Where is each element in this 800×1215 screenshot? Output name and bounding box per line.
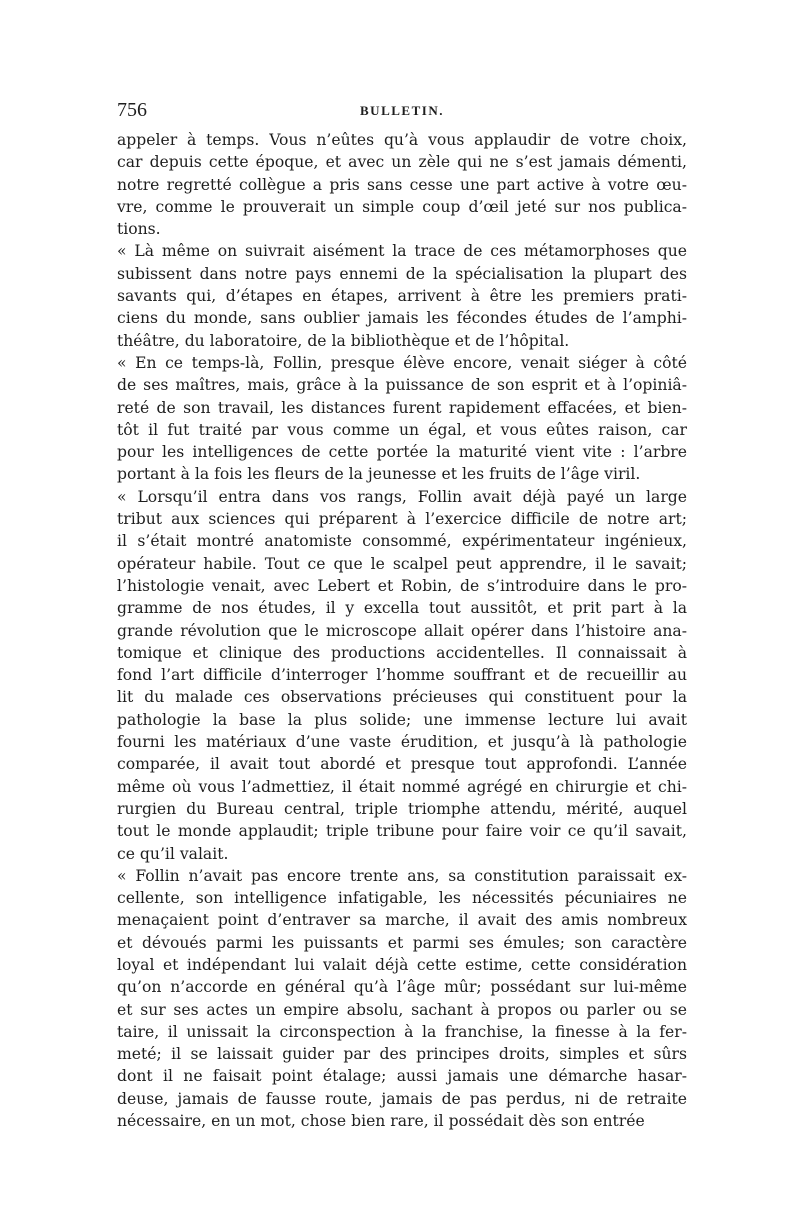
running-title: BULLETIN. xyxy=(360,103,444,118)
text-line: tomique et clinique des productions accidentelles. Il connaissait à xyxy=(117,643,687,662)
text-line: taire, il unissait la circonspection à la franchise, la finesse à la fer- xyxy=(117,1022,687,1041)
text-line: même où vous l’admettiez, il était nommé agrégé en chirurgie et chi- xyxy=(117,777,687,796)
text-line: ce qu’il valait. xyxy=(117,844,229,863)
text-line: comparée, il avait tout abordé et presque tout approfondi. L’année xyxy=(117,755,687,774)
text-line: l’histologie venait, avec Lebert et Robin, de s’introduire dans le pro- xyxy=(117,576,687,595)
text-line: fourni les matériaux d’une vaste érudition, et jusqu’à là pathologie xyxy=(117,733,687,752)
text-line: « En ce temps-là, Follin, presque élève encore, venait siéger à côté xyxy=(117,353,687,372)
text-line: nécessaire, en un mot, chose bien rare, il possédait dès son entrée xyxy=(117,1112,645,1131)
text-line: grande révolution que le microscope allait opérer dans l’histoire ana- xyxy=(117,621,687,640)
text-line: menaçaient point d’entraver sa marche, il avait des amis nombreux xyxy=(117,911,687,930)
text-line: reté de son travail, les distances furent rapidement effacées, et bien- xyxy=(117,398,687,417)
text-line: fond l’art difficile d’interroger l’homme souffrant et de recueillir au xyxy=(117,666,687,685)
page-number: 756 xyxy=(117,99,147,121)
text-line: loyal et indépendant lui valait déjà cette estime, cette considération xyxy=(117,955,687,974)
text-line: lit du malade ces observations précieuses qui constituent pour la xyxy=(117,688,687,707)
text-line: « Lorsqu’il entra dans vos rangs, Follin avait déjà payé un large xyxy=(117,487,687,506)
text-line: pour les intelligences de cette portée la maturité vient vite : l’arbre xyxy=(117,443,687,462)
text-line: pathologie la base la plus solide; une immense lecture lui avait xyxy=(117,710,687,729)
text-line: « Follin n’avait pas encore trente ans, sa constitution paraissait ex- xyxy=(117,866,687,885)
text-line: rurgien du Bureau central, triple triomphe attendu, mérité, auquel xyxy=(117,799,687,818)
text-line: tôt il fut traité par vous comme un égal, et vous eûtes raison, car xyxy=(117,420,687,439)
text-line: vre, comme le prouverait un simple coup d’œil jeté sur nos publica- xyxy=(117,197,687,216)
text-line: « Là même on suivrait aisément la trace de ces métamorphoses que xyxy=(117,242,687,261)
text-line: de ses maîtres, mais, grâce à la puissance de son esprit et à l’opiniâ- xyxy=(117,376,687,395)
text-line: subissent dans notre pays ennemi de la spécialisation la plupart des xyxy=(117,264,687,283)
text-line: meté; il se laissait guider par des principes droits, simples et sûrs xyxy=(117,1045,687,1064)
text-line: appeler à temps. Vous n’eûtes qu’à vous applaudir de votre choix, xyxy=(117,131,687,149)
text-line: savants qui, d’étapes en étapes, arrivent à être les premiers prati- xyxy=(117,287,687,306)
text-line: cellente, son intelligence infatigable, les nécessités pécuniaires ne xyxy=(117,889,687,908)
text-line: tout le monde applaudit; triple tribune pour faire voir ce qu’il savait, xyxy=(117,822,687,841)
text-line: théâtre, du laboratoire, de la bibliothèque et de l’hôpital. xyxy=(117,331,570,350)
text-line: tribut aux sciences qui préparent à l’exercice difficile de notre art; xyxy=(117,510,687,529)
text-line: ciens du monde, sans oublier jamais les fécondes études de l’amphi- xyxy=(117,309,687,328)
text-line: et dévoués parmi les puissants et parmi ses émules; son caractère xyxy=(117,933,687,952)
text-line: qu’on n’accorde en général qu’à l’âge mûr; possédant sur lui-même xyxy=(117,978,687,997)
page-header xyxy=(117,99,687,123)
text-line: car depuis cette époque, et avec un zèle qui ne s’est jamais démenti, xyxy=(117,153,687,172)
text-line: et sur ses actes un empire absolu, sachant à propos ou parler ou se xyxy=(117,1000,687,1019)
text-line: tions. xyxy=(117,220,161,239)
text-line: gramme de nos études, il y excella tout aussitôt, et prit part à la xyxy=(117,599,687,618)
text-line: deuse, jamais de fausse route, jamais de pas perdus, ni de retraite xyxy=(117,1089,687,1108)
text-line: notre regretté collègue a pris sans cesse une part active à votre œu- xyxy=(117,175,687,194)
body-text xyxy=(117,129,687,1132)
text-line: opérateur habile. Tout ce que le scalpel peut apprendre, il le savait; xyxy=(117,554,687,573)
text-line: portant à la fois les fleurs de la jeunesse et les fruits de l’âge viril. xyxy=(117,465,641,484)
text-line: il s’était montré anatomiste consommé, expérimentateur ingénieux, xyxy=(117,532,687,551)
text-line: dont il ne faisait point étalage; aussi jamais une démarche hasar- xyxy=(117,1067,687,1086)
